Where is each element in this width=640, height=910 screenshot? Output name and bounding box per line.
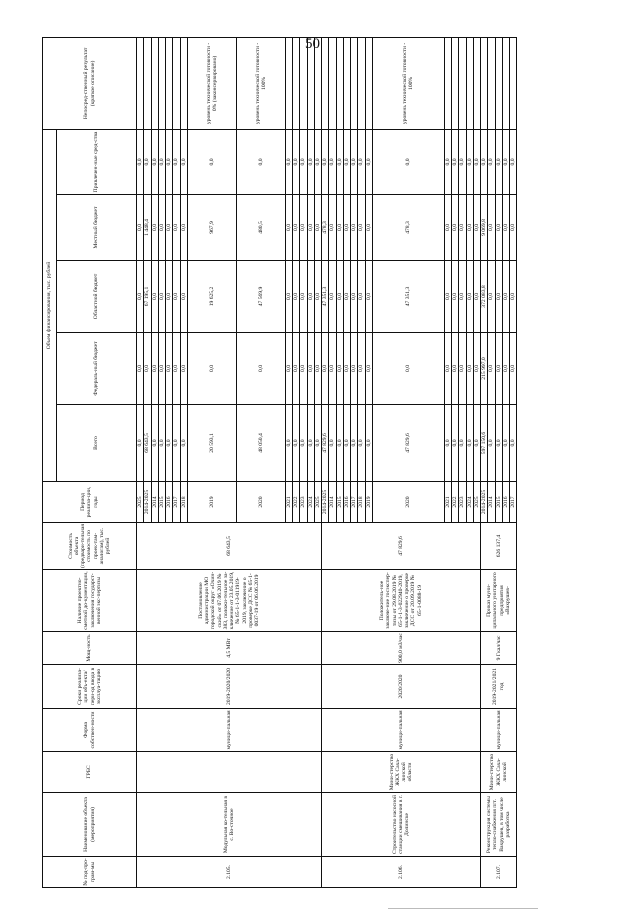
total-cell: 597 150,6	[481, 405, 488, 482]
header-ownership: Форма собствен-ности	[43, 709, 137, 752]
result-cell	[173, 37, 180, 129]
attracted-cell: 0,0	[322, 129, 329, 194]
total-cell: 0,0	[285, 405, 292, 482]
total-cell: 0,0	[452, 405, 459, 482]
financing-table	[42, 37, 517, 888]
local-cell: 0,0	[137, 195, 144, 261]
regional-cell: 47 569,9	[236, 261, 285, 333]
total-cell: 0,0	[459, 405, 466, 482]
object-grbs: Мини-стерство ЖКХ Саха-линской области	[322, 752, 481, 793]
total-cell: 0,0	[358, 405, 365, 482]
total-cell: 20 593,1	[187, 405, 236, 482]
period-year-cell: 2014-2025	[144, 482, 151, 523]
attracted-cell: 0,0	[444, 129, 451, 194]
regional-cell: 0,0	[495, 261, 502, 333]
attracted-cell: 0,0	[329, 129, 336, 194]
period-year-cell: 2018	[358, 482, 365, 523]
local-cell: 0,0	[358, 195, 365, 261]
table-row	[137, 37, 144, 887]
regional-cell: 0,0	[300, 261, 307, 333]
period-year-cell: 2023	[459, 482, 466, 523]
attracted-cell: 0,0	[452, 129, 459, 194]
total-cell: 68 643,5	[144, 405, 151, 482]
regional-cell: 0,0	[365, 261, 372, 333]
federal-cell: 0,0	[166, 333, 173, 405]
result-cell	[466, 37, 473, 129]
result-cell	[158, 37, 165, 129]
attracted-cell: 0,0	[365, 129, 372, 194]
total-cell: 0,0	[158, 405, 165, 482]
result-cell	[510, 37, 517, 129]
regional-cell: 0,0	[307, 261, 314, 333]
local-cell: 0,0	[158, 195, 165, 261]
regional-cell: 0,0	[151, 261, 158, 333]
federal-cell: 0,0	[293, 333, 300, 405]
object-grbs: Мини-стерство ЖКХ Саха-линской	[481, 752, 517, 793]
total-cell: 0,0	[329, 405, 336, 482]
federal-cell: 0,0	[137, 333, 144, 405]
period-year-cell: 2014-2025	[481, 482, 488, 523]
period-year-cell: 2015	[336, 482, 343, 523]
federal-cell: 0,0	[459, 333, 466, 405]
regional-cell: 0,0	[166, 261, 173, 333]
attracted-cell: 0,0	[343, 129, 350, 194]
regional-cell: 0,0	[488, 261, 495, 333]
federal-cell: 0,0	[495, 333, 502, 405]
rotated-table-container	[42, 38, 610, 888]
regional-cell: 0,0	[452, 261, 459, 333]
header-federal: Федераль-ный бюджет	[57, 333, 137, 405]
local-cell: 0,0	[329, 195, 336, 261]
period-year-cell: 2020	[372, 482, 444, 523]
result-cell	[137, 37, 144, 129]
header-terms: Сроки реализа-ции объ-екта/пери-од ввода в эксплуа-тацию	[43, 665, 137, 709]
period-year-cell: 2014	[488, 482, 495, 523]
federal-cell: 0,0	[473, 333, 480, 405]
attracted-cell: 0,0	[285, 129, 292, 194]
local-cell: 0,0	[307, 195, 314, 261]
federal-cell: 0,0	[351, 333, 358, 405]
object-capacity: 900,0 м3/час	[322, 632, 481, 665]
local-cell: 9 069,8	[481, 195, 488, 261]
total-cell: 0,0	[300, 405, 307, 482]
result-cell	[351, 37, 358, 129]
object-name: Строительство насосной станции смешивания в г. Долинске	[322, 793, 481, 857]
federal-cell: 0,0	[236, 333, 285, 405]
federal-cell: 0,0	[444, 333, 451, 405]
object-cost: 47 829,6	[322, 523, 481, 570]
scan-edge-line	[388, 908, 538, 909]
total-cell: 0,0	[151, 405, 158, 482]
attracted-cell: 0,0	[502, 129, 509, 194]
total-cell: 0,0	[351, 405, 358, 482]
period-year-cell: 2017	[173, 482, 180, 523]
local-cell: 478,3	[372, 195, 444, 261]
total-cell: 47 829,6	[372, 405, 444, 482]
regional-cell: 0,0	[137, 261, 144, 333]
period-year-cell: 2022	[293, 482, 300, 523]
local-cell: 0,0	[510, 195, 517, 261]
header-funding-group: Объем финансирования, тыс. рублей	[43, 129, 57, 481]
federal-cell: 0,0	[343, 333, 350, 405]
object-docs: Положитель-ное заключе-ние госэкспер-тизы от 29.08.2019 № 65-1-1-3-022940-2019, заключение о проверке ДСС от 20.09.2019 № 65-1-0088-19	[322, 570, 481, 632]
result-cell: уровень технической готовности - 100%	[236, 37, 285, 129]
result-cell	[502, 37, 509, 129]
period-year-cell: 2015	[158, 482, 165, 523]
local-cell: 0,0	[444, 195, 451, 261]
attracted-cell: 0,0	[158, 129, 165, 194]
result-cell	[166, 37, 173, 129]
total-cell: 0,0	[343, 405, 350, 482]
period-year-cell: 2022	[452, 482, 459, 523]
period-year-cell: 2014	[329, 482, 336, 523]
period-year-cell: 2021	[285, 482, 292, 523]
local-cell: 0,0	[166, 195, 173, 261]
local-cell: 1 448,4	[144, 195, 151, 261]
object-num: 2.106.	[322, 857, 481, 888]
header-num: № под-про-грам-мы	[43, 857, 137, 888]
result-cell	[293, 37, 300, 129]
total-cell: 47 829,6	[322, 405, 329, 482]
local-cell: 0,0	[488, 195, 495, 261]
local-cell: 0,0	[173, 195, 180, 261]
period-year-cell: 2019	[187, 482, 236, 523]
federal-cell: 0,0	[187, 333, 236, 405]
federal-cell: 0,0	[180, 333, 187, 405]
period-year-cell: 2017	[510, 482, 517, 523]
table-row	[481, 37, 488, 887]
result-cell	[343, 37, 350, 129]
result-cell	[322, 37, 329, 129]
local-cell: 0,0	[343, 195, 350, 261]
attracted-cell: 0,0	[236, 129, 285, 194]
regional-cell: 0,0	[466, 261, 473, 333]
attracted-cell: 0,0	[293, 129, 300, 194]
header-local: Местный бюджет	[57, 195, 137, 261]
result-cell	[473, 37, 480, 129]
attracted-cell: 0,0	[372, 129, 444, 194]
period-year-cell: 2025	[137, 482, 144, 523]
object-terms: 2019-2021/2021 год	[481, 665, 517, 709]
result-cell	[459, 37, 466, 129]
federal-cell: 0,0	[452, 333, 459, 405]
header-period: Период реализа-ции, годы	[43, 482, 137, 523]
object-cost: 68 643,5	[137, 523, 322, 570]
header-docs: Наличие проектно-сметной до-кументации, заключения государст-венной экс-пертизы	[43, 570, 137, 632]
period-year-cell: 2018	[180, 482, 187, 523]
attracted-cell: 0,0	[166, 129, 173, 194]
attracted-cell: 0,0	[495, 129, 502, 194]
regional-cell: 0,0	[285, 261, 292, 333]
attracted-cell: 0,0	[144, 129, 151, 194]
local-cell: 0,0	[459, 195, 466, 261]
federal-cell: 0,0	[173, 333, 180, 405]
object-num: 2.107.	[481, 857, 517, 888]
local-cell: 0,0	[473, 195, 480, 261]
regional-cell: 0,0	[158, 261, 165, 333]
total-cell: 0,0	[293, 405, 300, 482]
attracted-cell: 0,0	[180, 129, 187, 194]
regional-cell: 0,0	[336, 261, 343, 333]
header-result: Непосред-ственный результат (краткое описание)	[43, 37, 137, 129]
attracted-cell: 0,0	[300, 129, 307, 194]
regional-cell: 0,0	[444, 261, 451, 333]
object-terms: 2019-2020/2020	[137, 665, 322, 709]
attracted-cell: 0,0	[307, 129, 314, 194]
federal-cell: 0,0	[307, 333, 314, 405]
header-name: Наименование объекта (мероприятия)	[43, 793, 137, 857]
period-year-cell: 2021	[444, 482, 451, 523]
result-cell: уровень технической готовности - 100%	[372, 37, 444, 129]
regional-cell: 0,0	[358, 261, 365, 333]
object-ownership: муници-пальная	[137, 709, 322, 752]
result-cell	[314, 37, 321, 129]
result-cell	[495, 37, 502, 129]
header-grbs: ГРБС	[43, 752, 137, 793]
federal-cell: 0,0	[365, 333, 372, 405]
attracted-cell: 0,0	[481, 129, 488, 194]
result-cell	[358, 37, 365, 129]
regional-cell: 47 351,3	[322, 261, 329, 333]
federal-cell: 0,0	[300, 333, 307, 405]
period-year-cell: 2019	[365, 482, 372, 523]
result-cell	[336, 37, 343, 129]
federal-cell: 0,0	[336, 333, 343, 405]
period-year-cell: 2015	[495, 482, 502, 523]
total-cell: 0,0	[444, 405, 451, 482]
result-cell	[481, 37, 488, 129]
regional-cell: 0,0	[293, 261, 300, 333]
result-cell	[151, 37, 158, 129]
result-cell	[300, 37, 307, 129]
local-cell: 0,0	[351, 195, 358, 261]
result-cell	[144, 37, 151, 129]
federal-cell: 0,0	[314, 333, 321, 405]
federal-cell: 0,0	[144, 333, 151, 405]
result-cell	[444, 37, 451, 129]
local-cell: 0,0	[495, 195, 502, 261]
object-grbs	[137, 752, 322, 793]
header-cost: Стоимость объекта (предвари-тельная стоимость по проек-там-аналогам), тыс. рублей	[43, 523, 137, 570]
attracted-cell: 0,0	[510, 129, 517, 194]
regional-cell: 0,0	[502, 261, 509, 333]
total-cell: 48 050,4	[236, 405, 285, 482]
attracted-cell: 0,0	[466, 129, 473, 194]
local-cell: 0,0	[336, 195, 343, 261]
federal-cell: 0,0	[488, 333, 495, 405]
page-number: 50	[305, 36, 320, 52]
federal-cell: 0,0	[466, 333, 473, 405]
attracted-cell: 0,0	[314, 129, 321, 194]
total-cell: 0,0	[365, 405, 372, 482]
regional-cell: 0,0	[343, 261, 350, 333]
period-year-cell: 2014-2025	[322, 482, 329, 523]
local-cell: 0,0	[314, 195, 321, 261]
attracted-cell: 0,0	[187, 129, 236, 194]
header-total: Всего	[57, 405, 137, 482]
regional-cell: 0,0	[173, 261, 180, 333]
attracted-cell: 0,0	[459, 129, 466, 194]
period-year-cell: 2024	[307, 482, 314, 523]
table-body	[137, 37, 517, 887]
period-year-cell: 2016	[343, 482, 350, 523]
regional-cell: 67 195,1	[144, 261, 151, 333]
period-year-cell: 2016	[502, 482, 509, 523]
total-cell: 0,0	[137, 405, 144, 482]
regional-cell: 0,0	[180, 261, 187, 333]
table-row	[322, 37, 329, 887]
period-year-cell: 2017	[351, 482, 358, 523]
attracted-cell: 0,0	[473, 129, 480, 194]
total-cell: 0,0	[314, 405, 321, 482]
regional-cell: 0,0	[459, 261, 466, 333]
regional-cell: 0,0	[314, 261, 321, 333]
local-cell: 0,0	[151, 195, 158, 261]
attracted-cell: 0,0	[137, 129, 144, 194]
federal-cell: 0,0	[329, 333, 336, 405]
total-cell: 0,0	[166, 405, 173, 482]
object-capacity: 4,5 МВт	[137, 632, 322, 665]
period-year-cell: 2023	[300, 482, 307, 523]
object-name: Модульная ко-тельная в с. Во-сточное	[137, 793, 322, 857]
regional-cell: 19 625,2	[187, 261, 236, 333]
federal-cell: 0,0	[158, 333, 165, 405]
period-year-cell: 2016	[166, 482, 173, 523]
total-cell: 0,0	[495, 405, 502, 482]
local-cell: 0,0	[180, 195, 187, 261]
federal-cell: 215 997,0	[481, 333, 488, 405]
regional-cell: 47 351,3	[372, 261, 444, 333]
federal-cell: 0,0	[510, 333, 517, 405]
local-cell: 0,0	[502, 195, 509, 261]
object-ownership: муници-пальная	[322, 709, 481, 752]
local-cell: 478,3	[322, 195, 329, 261]
attracted-cell: 0,0	[358, 129, 365, 194]
result-cell	[452, 37, 459, 129]
total-cell: 0,0	[173, 405, 180, 482]
total-cell: 0,0	[336, 405, 343, 482]
object-docs: Постановление администрации МО городской округ «Охин-ский» от 07.06.2019 № 383, положи-тельное за-ключение от 23.05.2019, № 65-1-1-3-011919-2019, заключение о проверке ДСС № 65-1-0037-19 от 06.06.2019	[137, 570, 322, 632]
header-attracted: Привлечен-ные сред-ства	[57, 129, 137, 194]
regional-cell: 0,0	[329, 261, 336, 333]
regional-cell: 0,0	[351, 261, 358, 333]
local-cell: 480,5	[236, 195, 285, 261]
object-docs: Приказ муни-ципального унитарного предприятия «Вахрушев-	[481, 570, 517, 632]
result-cell	[307, 37, 314, 129]
total-cell: 0,0	[510, 405, 517, 482]
local-cell: 967,9	[187, 195, 236, 261]
object-num: 2.105.	[137, 857, 322, 888]
local-cell: 0,0	[365, 195, 372, 261]
attracted-cell: 0,0	[488, 129, 495, 194]
object-name: Реконструкция системы тепло-снабжения пгт. Вахрушев, в том числе разработка	[481, 793, 517, 857]
object-terms: 2020/2020	[322, 665, 481, 709]
federal-cell: 0,0	[372, 333, 444, 405]
total-cell: 0,0	[488, 405, 495, 482]
attracted-cell: 0,0	[351, 129, 358, 194]
object-capacity: 9 Гкал/час	[481, 632, 517, 665]
attracted-cell: 0,0	[173, 129, 180, 194]
local-cell: 0,0	[285, 195, 292, 261]
result-cell	[329, 37, 336, 129]
total-cell: 0,0	[502, 405, 509, 482]
header-regional: Областной бюджет	[57, 261, 137, 333]
object-ownership: муници-пальная	[481, 709, 517, 752]
period-year-cell: 2020	[236, 482, 285, 523]
total-cell: 0,0	[473, 405, 480, 482]
result-cell	[180, 37, 187, 129]
federal-cell: 0,0	[322, 333, 329, 405]
regional-cell: 0,0	[473, 261, 480, 333]
period-year-cell: 2014	[151, 482, 158, 523]
local-cell: 0,0	[300, 195, 307, 261]
attracted-cell: 0,0	[336, 129, 343, 194]
result-cell	[285, 37, 292, 129]
federal-cell: 0,0	[358, 333, 365, 405]
header-capacity: Мощ-ность	[43, 632, 137, 665]
period-year-cell: 2025	[473, 482, 480, 523]
result-cell	[488, 37, 495, 129]
object-cost: 626 137,4	[481, 523, 517, 570]
period-year-cell: 2024	[466, 482, 473, 523]
local-cell: 0,0	[293, 195, 300, 261]
local-cell: 0,0	[466, 195, 473, 261]
regional-cell: 0,0	[510, 261, 517, 333]
attracted-cell: 0,0	[151, 129, 158, 194]
total-cell: 0,0	[466, 405, 473, 482]
result-cell: уровень технической готовности - 0% (законсервировано)	[187, 37, 236, 129]
total-cell: 0,0	[307, 405, 314, 482]
total-cell: 0,0	[180, 405, 187, 482]
federal-cell: 0,0	[285, 333, 292, 405]
federal-cell: 0,0	[151, 333, 158, 405]
federal-cell: 0,0	[502, 333, 509, 405]
result-cell	[365, 37, 372, 129]
regional-cell: 372 083,8	[481, 261, 488, 333]
local-cell: 0,0	[452, 195, 459, 261]
period-year-cell: 2025	[314, 482, 321, 523]
